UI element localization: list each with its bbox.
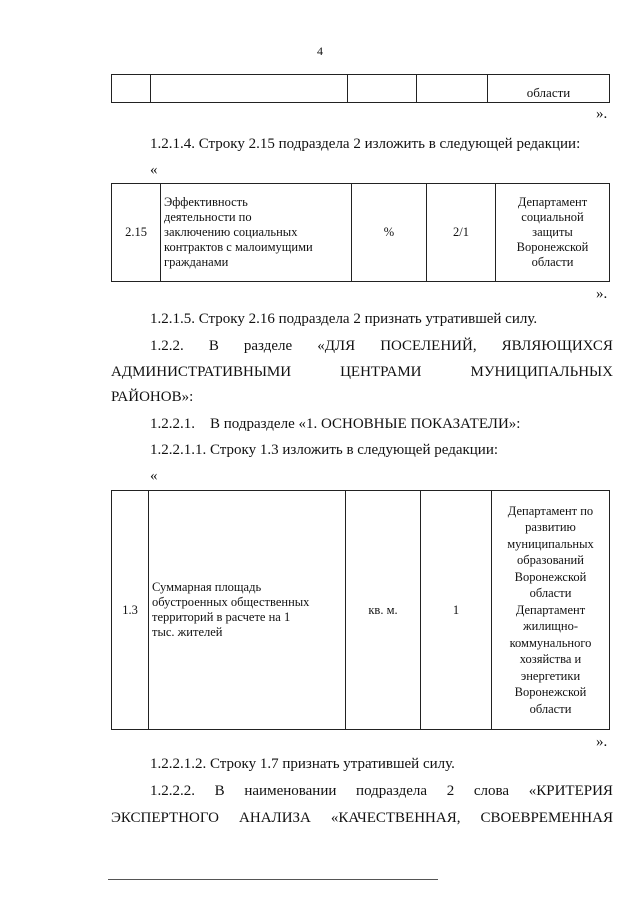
word: ПОСЕЛЕНИЙ,: [380, 338, 477, 354]
dept-line: Воронежской: [514, 685, 587, 700]
paragraph: РАЙОНОВ»:: [111, 389, 194, 405]
row-number: 2.15: [112, 184, 161, 282]
title-line: заключению социальных: [164, 225, 298, 239]
dept-line: Департамент: [515, 602, 586, 617]
row-title: [161, 184, 352, 282]
row-value: 1: [421, 491, 492, 730]
footer-divider: [108, 879, 438, 880]
word: 1.2.2.2.: [150, 783, 195, 799]
table-row: [112, 184, 610, 282]
word: В: [208, 338, 219, 354]
dept-line: муниципальных: [507, 536, 594, 551]
title-line: гражданами: [164, 255, 229, 269]
paragraph-justified: [111, 808, 613, 828]
table-cell: [348, 75, 417, 103]
closing-quote: ».: [596, 286, 608, 302]
word: 2: [446, 783, 455, 799]
dept-line: области: [531, 255, 574, 269]
row-value: 2/1: [427, 184, 496, 282]
word: АДМИНИСТРАТИВНЫМИ: [111, 364, 292, 380]
word: АНАЛИЗА: [239, 810, 311, 826]
word: «КРИТЕРИЯ: [528, 783, 613, 799]
dept-line: защиты: [532, 225, 573, 239]
dept-line: Воронежской: [516, 240, 589, 254]
dept-line: Департамент: [517, 195, 588, 209]
title-line: Суммарная площадь: [152, 580, 262, 594]
table-continuation: [111, 74, 610, 103]
dept-line: социальной: [521, 210, 584, 224]
word: разделе: [243, 338, 293, 354]
title-line: деятельности по: [164, 210, 252, 224]
paragraph: 1.2.2.1.1. Строку 1.3 изложить в следующей редакции:: [150, 442, 499, 458]
word: ЦЕНТРАМИ: [340, 364, 422, 380]
dept-line: Департамент по: [507, 503, 594, 518]
word: ЭКСПЕРТНОГО: [111, 810, 220, 826]
word: 1.2.2.: [150, 338, 184, 354]
table-cell: [151, 75, 348, 103]
word: наименовании: [244, 783, 337, 799]
paragraph-justified: [111, 362, 613, 382]
title-line: тыс. жителей: [152, 625, 223, 639]
title-line: контрактов с малоимущими: [164, 240, 313, 254]
paragraph: 1.2.2.1. В подразделе «1. ОСНОВНЫЕ ПОКАЗАТЕЛИ»:: [150, 416, 521, 432]
word: подраздела: [356, 783, 428, 799]
table-cell-dept: [488, 75, 610, 103]
table-cell: [417, 75, 488, 103]
closing-quote: ».: [596, 734, 608, 750]
table-row: [112, 75, 610, 103]
paragraph-justified: [150, 781, 613, 801]
dept-line: коммунального: [509, 635, 592, 650]
dept-line: области: [529, 586, 572, 601]
table-row-2-15: [111, 183, 610, 282]
paragraph-justified: [150, 336, 613, 356]
dept-line: хозяйства и: [519, 652, 582, 667]
dept-line: Воронежской: [514, 569, 587, 584]
dept-line: развитию: [525, 520, 576, 535]
title-line: обустроенных общественных: [152, 595, 310, 609]
title-line: территорий в расчете на 1: [152, 610, 291, 624]
dept-line: образований: [517, 553, 584, 568]
page-number: 4: [317, 44, 323, 58]
row-title: [149, 491, 346, 730]
row-dept: [492, 491, 610, 730]
row-unit: кв. м.: [346, 491, 421, 730]
row-unit: %: [352, 184, 427, 282]
title-line: Эффективность: [164, 195, 248, 209]
word: слова: [473, 783, 510, 799]
word: В: [214, 783, 225, 799]
word: МУНИЦИПАЛЬНЫХ: [470, 364, 613, 380]
table-cell: [112, 75, 151, 103]
word: «КАЧЕСТВЕННАЯ,: [330, 810, 461, 826]
paragraph: 1.2.1.4. Строку 2.15 подраздела 2 изложить в следующей редакции:: [150, 136, 581, 152]
dept-line: энергетики: [520, 668, 581, 683]
word: ЯВЛЯЮЩИХСЯ: [501, 338, 613, 354]
dept-line: области: [529, 701, 572, 716]
dept-line: жилищно-: [523, 619, 578, 634]
word: «ДЛЯ: [317, 338, 356, 354]
row-dept: [496, 184, 610, 282]
paragraph: 1.2.2.1.2. Строку 1.7 признать утратившей силу.: [150, 756, 455, 772]
dept-text: области: [526, 85, 571, 100]
paragraph: 1.2.1.5. Строку 2.16 подраздела 2 признать утратившей силу.: [150, 311, 538, 327]
opening-quote: «: [150, 468, 158, 484]
table-row-1-3: [111, 490, 610, 730]
opening-quote: «: [150, 162, 158, 178]
closing-quote: ».: [596, 106, 608, 122]
word: СВОЕВРЕМЕННАЯ: [480, 810, 613, 826]
table-row: [112, 491, 610, 730]
row-number: 1.3: [112, 491, 149, 730]
